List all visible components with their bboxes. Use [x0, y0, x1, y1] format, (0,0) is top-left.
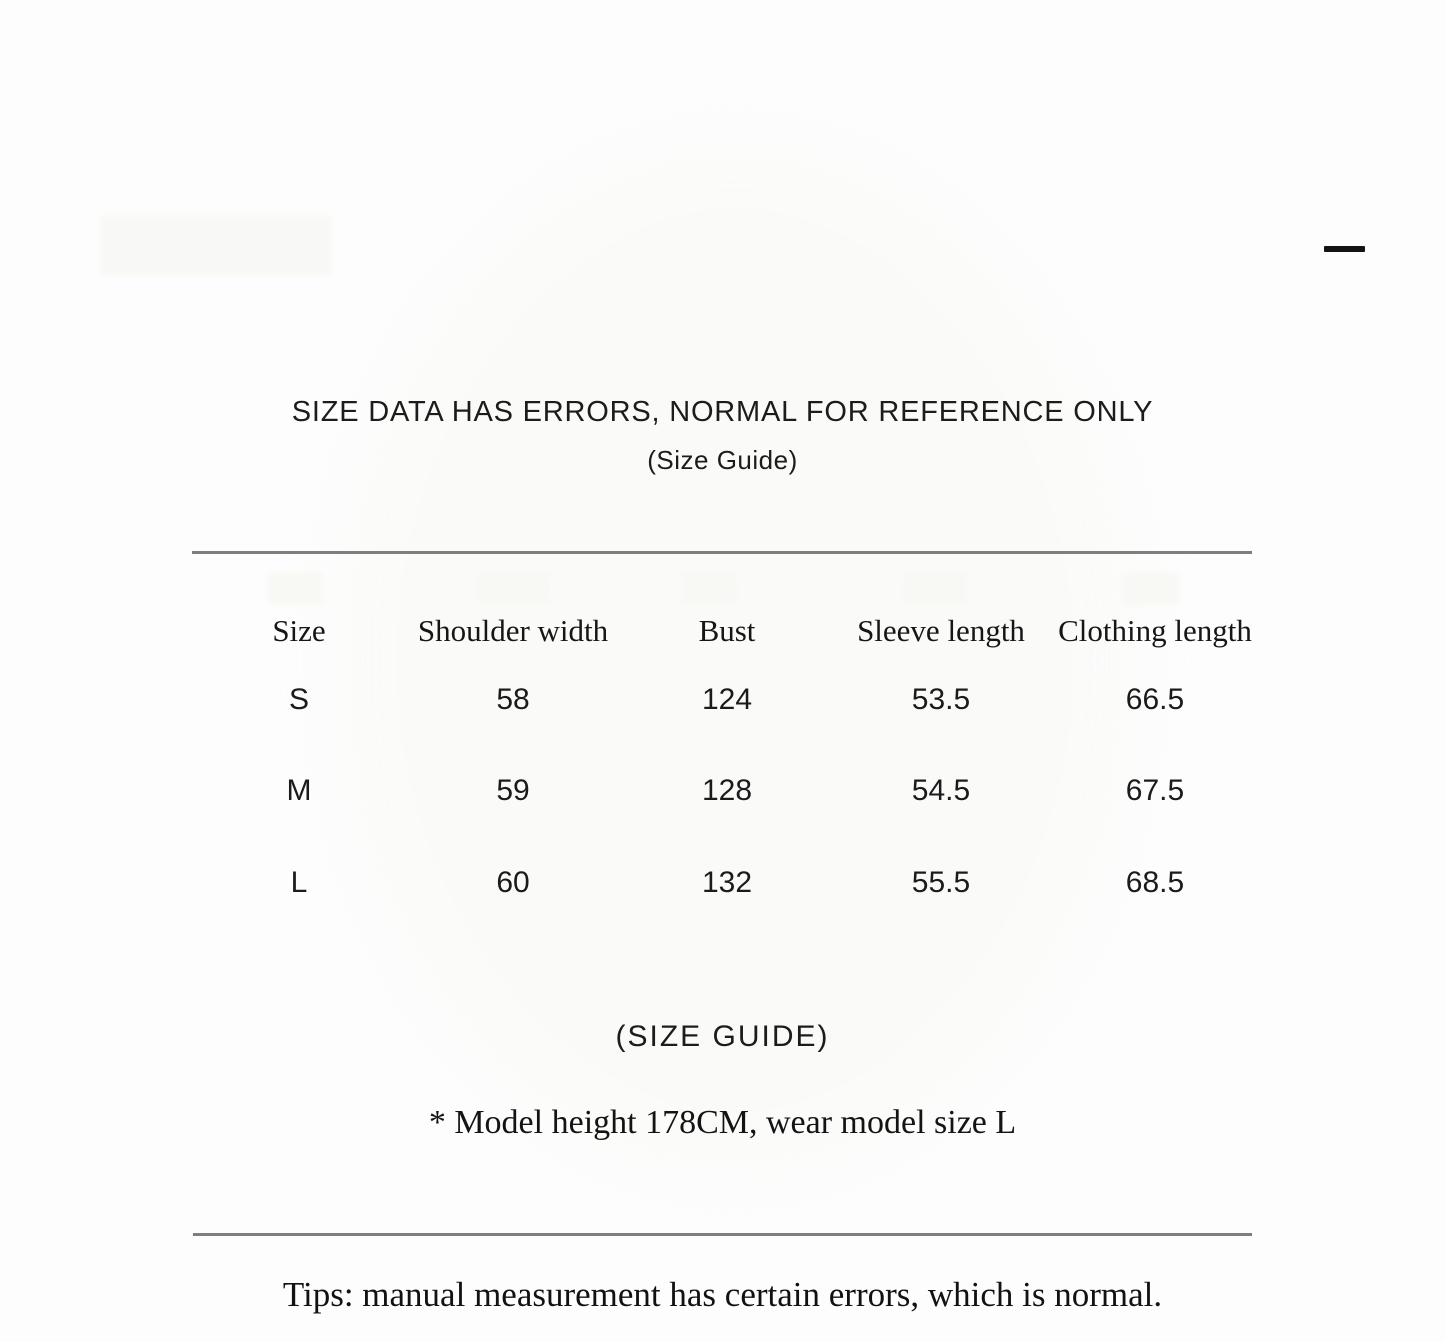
- faded-label-placeholder: [100, 215, 333, 277]
- page-title: SIZE DATA HAS ERRORS, NORMAL FOR REFERENCE ONLY: [291, 396, 1154, 428]
- cell-clothing-length: 68.5: [1125, 866, 1185, 899]
- dash-icon: [1324, 246, 1365, 252]
- cell-shoulder-width: 59: [496, 774, 530, 807]
- column-header-sleeve-length: Sleeve length: [857, 613, 1025, 648]
- table-row-s: [192, 675, 1262, 725]
- cell-sleeve-length: 53.5: [911, 683, 971, 716]
- size-guide-caption: (SIZE GUIDE): [615, 1020, 830, 1053]
- bottom-divider: [193, 1233, 1252, 1236]
- model-height-note: * Model height 178CM, wear model size L: [428, 1104, 1017, 1141]
- top-divider: [192, 551, 1252, 554]
- column-header-shoulder-width: Shoulder width: [417, 613, 609, 648]
- table-row-m: [192, 766, 1262, 816]
- faded-label-placeholder: [903, 572, 967, 605]
- column-header-bust: Bust: [698, 613, 756, 648]
- page-subtitle: (Size Guide): [647, 445, 798, 475]
- column-header-clothing-length: Clothing length: [1058, 613, 1252, 648]
- cell-size: M: [286, 774, 312, 807]
- measurement-tips: Tips: manual measurement has certain errors, which is normal.: [282, 1275, 1163, 1314]
- table-row-l: [192, 858, 1262, 908]
- cell-size: S: [288, 683, 309, 716]
- cell-clothing-length: 67.5: [1125, 774, 1185, 807]
- cell-bust: 128: [701, 774, 753, 807]
- cell-clothing-length: 66.5: [1125, 683, 1185, 716]
- cell-sleeve-length: 55.5: [911, 866, 971, 899]
- faded-label-placeholder: [477, 572, 550, 605]
- faded-label-placeholder: [1123, 572, 1180, 605]
- faded-label-placeholder: [683, 572, 737, 605]
- cell-bust: 132: [701, 866, 753, 899]
- cell-shoulder-width: 60: [496, 866, 530, 899]
- cell-size: L: [290, 866, 308, 899]
- table-header-row: [192, 606, 1262, 656]
- cell-sleeve-length: 54.5: [911, 774, 971, 807]
- cell-shoulder-width: 58: [496, 683, 530, 716]
- cell-bust: 124: [701, 683, 753, 716]
- faded-label-placeholder: [267, 572, 323, 605]
- column-header-size: Size: [272, 613, 326, 648]
